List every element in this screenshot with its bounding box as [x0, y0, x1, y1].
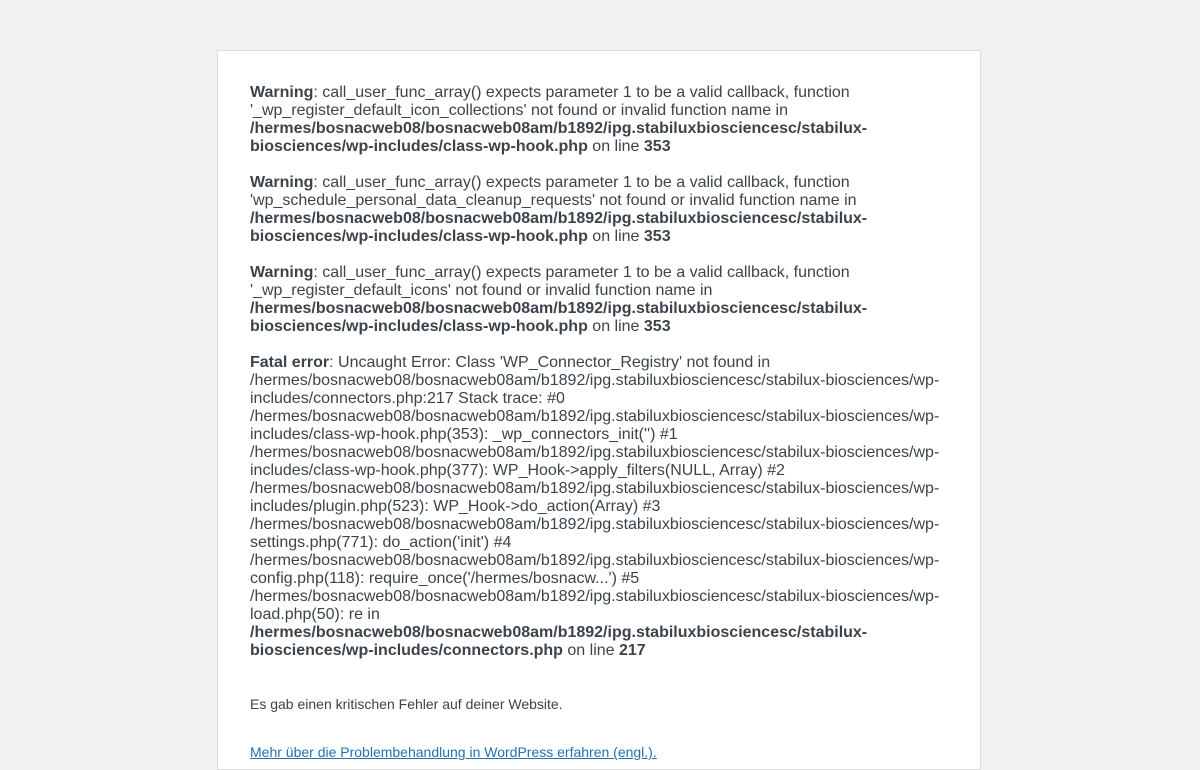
troubleshooting-help-link[interactable]: Mehr über die Problembehandlung in WordPress erfahren (engl.). [250, 744, 657, 760]
warning-path: /hermes/bosnacweb08/bosnacweb08am/b1892/ipg.stabiluxbiosciencesc/stabilux-biosciences/wp-includes/class-wp-hook.php [250, 210, 868, 245]
warning-text: : call_user_func_array() expects parameter 1 to be a valid callback, function '_wp_register_default_icons' not found or invalid function name in [250, 264, 850, 299]
on-line-text: on line [587, 228, 644, 245]
warning-path: /hermes/bosnacweb08/bosnacweb08am/b1892/ipg.stabiluxbiosciencesc/stabilux-biosciences/wp-includes/class-wp-hook.php [250, 120, 868, 155]
error-panel [217, 50, 981, 770]
fatal-error-message [250, 354, 948, 660]
on-line-text: on line [587, 318, 644, 335]
warning-label: Warning [250, 84, 314, 101]
line-number: 217 [619, 642, 646, 659]
critical-error-notice: Es gab einen kritischen Fehler auf deiner Website. [250, 696, 563, 712]
warning-text: : call_user_func_array() expects parameter 1 to be a valid callback, function 'wp_schedule_personal_data_cleanup_requests' not found or invalid function name in [250, 174, 857, 209]
line-number: 353 [643, 138, 671, 155]
warning-text: : call_user_func_array() expects parameter 1 to be a valid callback, function '_wp_register_default_icon_collections' not found or invalid function name in [250, 84, 850, 119]
line-number: 353 [643, 318, 671, 335]
warning-label: Warning [250, 174, 314, 191]
warning-label: Warning [250, 264, 314, 281]
warning-message [250, 174, 948, 246]
warning-path: /hermes/bosnacweb08/bosnacweb08am/b1892/ipg.stabiluxbiosciencesc/stabilux-biosciences/wp-includes/class-wp-hook.php [250, 300, 868, 335]
fatal-error-text: : Uncaught Error: Class 'WP_Connector_Registry' not found in /hermes/bosnacweb08/bosnacweb08am/b1892/ipg.stabiluxbiosciencesc/stabilux-biosciences/wp-includes/connectors.php:217 Stack trace: #0 /hermes/bosnacweb08/bosnacweb08am/b1892/ipg.stabiluxbiosciencesc/stabilux-biosciences/wp-includes/class-wp-hook.php(353): _wp_connectors_init('') #1 /hermes/bosnacweb08/bosnacweb08am/b1892/ipg.stabiluxbiosciencesc/stabilux-biosciences/wp-includes/class-wp-hook.php(377): WP_Hook->apply_filters(NULL, Array) #2 /hermes/bosnacweb08/bosnacweb08am/b1892/ipg.stabiluxbiosciencesc/stabilux-biosciences/wp-includes/plugin.php(523): WP_Hook->do_action(Array) #3 /hermes/bosnacweb08/bosnacweb08am/b1892/ipg.stabiluxbiosciencesc/stabilux-biosciences/wp-settings.php(771): do_action('init') #4 /hermes/bosnacweb08/bosnacweb08am/b1892/ipg.stabiluxbiosciencesc/stabilux-biosciences/wp-config.php(118): require_once('/hermes/bosnacw...') #5 /hermes/bosnacweb08/bosnacweb08am/b1892/ipg.stabiluxbiosciencesc/stabilux-biosciences/wp-load.php(50): re in [250, 354, 940, 623]
on-line-text: on line [587, 138, 644, 155]
line-number: 353 [643, 228, 671, 245]
warning-message [250, 264, 948, 336]
on-line-text: on line [562, 642, 619, 659]
fatal-error-path: /hermes/bosnacweb08/bosnacweb08am/b1892/ipg.stabiluxbiosciencesc/stabilux-biosciences/wp-includes/connectors.php [250, 624, 868, 659]
warning-message [250, 84, 948, 156]
fatal-error-label: Fatal error [250, 354, 330, 371]
